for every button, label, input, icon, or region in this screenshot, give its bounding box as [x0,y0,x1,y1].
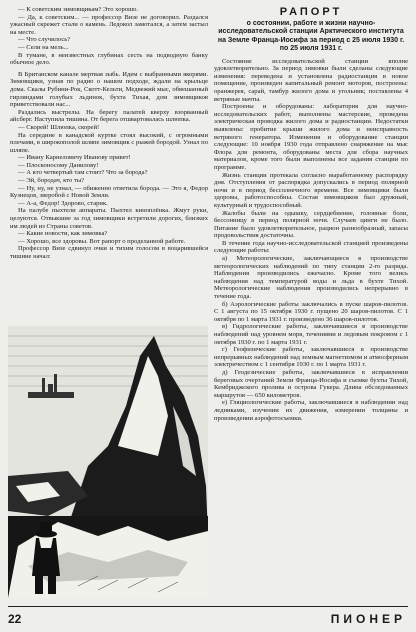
report-paragraph: е) Гляциологические работы, заключавшиеся в наблюдении над ледниками, изучении их движения, измерении толщины и произведении аэрофотосъемки. [214,399,408,422]
story-paragraph: — Ивану Карнеловичу Иванову привет! [18,154,131,162]
story-paragraph: — Скорей! Шлюпка, скорей! [18,123,100,131]
story-paragraph: Профессор Визе сдвинул очки и тихим голосом в воцарившейся тишине начал: [10,245,208,260]
story-paragraph: На середине в канадской куртке стоял высокий, с огромными плечами, в широкополой шляпе зимовщик с рыжей бородой. Узнал по шляпе. [10,131,208,154]
story-paragraph: — Хорошо, все здоровы. Вот рапорт о проделанной работе. [18,237,186,245]
report-paragraph: г) Геофизические работы, заключавшиеся в производстве непрерывных наблюдений над земным магнетизмом и атмосферным электричеством с 1 сентября 1930 г. по 1 марта 1931 г. [214,346,408,369]
report-paragraph: д) Геодезические работы, заключавшиеся в исправлении береговых очертаний Земли Франца-Иосифа и съемке бухты Тихой, Кембриджского пролива и острова Гукера. Длина обследованных маршрутов — 650 километров. [214,368,408,399]
story-column [10,6,208,261]
story-paragraph: — Сели на мель... [18,43,69,51]
report-paragraph: Жалобы были на одышку, сердцебиение, головные боли, бессонницу в период полярной ночи. Случаев цинги не было. Питание было удовлетворительное, рацион разнообразный, запасы продовольствия достаточны. [214,209,408,240]
story-paragraph: В тумане, в неизвестных глубинах сесть на подводную банку обычное дело. [10,51,208,67]
story-paragraph: В Британском канале мертвая зыбь. Идем с выбранными якорями. Зимовщики, узнав по радио о нашем подходе, ждали на крыльце дома. Скалы Рубини-Рок, Скотт-Кельти, Медвежий мыс, обвешанный гирляндами голубых льдинок, бухта Тихая, дом зимовщиков приветствовали нас... [10,70,208,109]
story-paragraph: На палубе пыхтели аппараты. Пыхтел киноплёнка. Жмут руки, целуются. Отвыкшие за год зимовщики встретили дорогих, близких им людей из Страны советов. [10,207,208,230]
story-paragraph: — Эй, бородач, кто ты? [18,177,85,185]
report-column [214,6,408,422]
report-paragraph: б) Аэрологические работы заключались в пуске шаров-пилотов. С 1 августа по 15 октября 1930 г. пущено 20 шаров-пилотов. С 1 октября по 1 марта 1931 г. произведено 36 шаров-пилотов. [214,300,408,323]
story-paragraph: — А кто четвертый там стоит? Что за борода? [18,169,148,177]
footer-divider [8,606,408,607]
report-paragraph: а) Метеорологические, заключающиеся в производстве метеорологических наблюдений по типу станции 2-го разряда. Наблюдения производились ежечасно. Кроме того велись наблюдения над температурой воды и льда в бухте Тихой. Метеорологические наблюдения производились непрерывно в течение года. [214,255,408,301]
report-paragraph: Состояние исследовательской станции вполне удовлетворительно. За период зимовки были сделаны следующие изменения: переведена и установлена радиостанция в новое помещение, произведен капитальный ремонт моторов, построены: оранжерея, сарай, тамбур жилого дома и угольник; поставлены 4 ветряные мачты. [214,57,408,103]
report-paragraph: в) Гидрологические работы, заключавшиеся в производстве наблюдений над уровнем моря, течениями и ледовым покровом с 1 октября 1930 г. по 1 марта 1931 г. [214,323,408,346]
story-paragraph: — Какие новости, как зимовка? [18,230,108,238]
story-paragraph: — Да, к советским... — профессор Визе не договорил. Раздался ужасный скрежет стали о камень. Ледокол замотался, а затем застыл на месте. [10,13,208,36]
page-number: 22 [8,612,22,626]
report-paragraph: Жизнь станции протекала согласно выработанному распорядку дня. Отступления от распорядка допускались в период полярной ночи и в период бессолнечного времени. Все зимовщики были здоровы, работоспособны. Состав зимовщиков был дружный, культурный и трудоспособный. [214,171,408,209]
arctic-illustration [8,326,208,598]
story-paragraph: — А-а, Федор! Здорово, старик. [18,199,108,207]
report-title: РАПОРТ [279,6,343,18]
report-paragraph: В течение года научно-исследовательской станцией произведены следующие работы: [214,239,408,255]
report-paragraph: Построены и оборудованы: лаборатория для научно-исследовательских работ, выполнены мастерские, проведена электрическая проводка жилого дома и радиостанции. Недостатки выявлены: пробитие крыши жилого дома и неисправность ветряного генератора. Изменения и оборудование станции следующие: 10 ноября 1930 года отправлено снаряжение на мыс Флора для ремонта, оборудованы места для сбора научных материалов, кроме того были выполнены все задания станции по программе. [214,103,408,171]
story-paragraph: — К советским зимовщикам? Это хорошо. [18,6,139,13]
story-paragraph: — Ну, ну, не узнал, — обиженно ответила борода. — Это я, Федор Кузнецов, зверобой с Новой Земли. [10,184,208,200]
story-paragraph: — Что случилось? [18,36,71,44]
report-subtitle: о состоянии, работе и жизни научно-исследовательской станции Арктического института на Земле Франца-Иосифа за период с 25 июля 1930 г. по 25 июля 1931 г. [217,20,405,53]
story-paragraph: Раздались выстрелы. На берегу палатей кверху взорванный айсберг. Наступила тишина. От берега отшвартовалась шлюпка. [10,108,208,124]
story-paragraph: — Плосконосому Данилову! [18,161,99,169]
magazine-title: ПИОНЕР [330,612,406,626]
